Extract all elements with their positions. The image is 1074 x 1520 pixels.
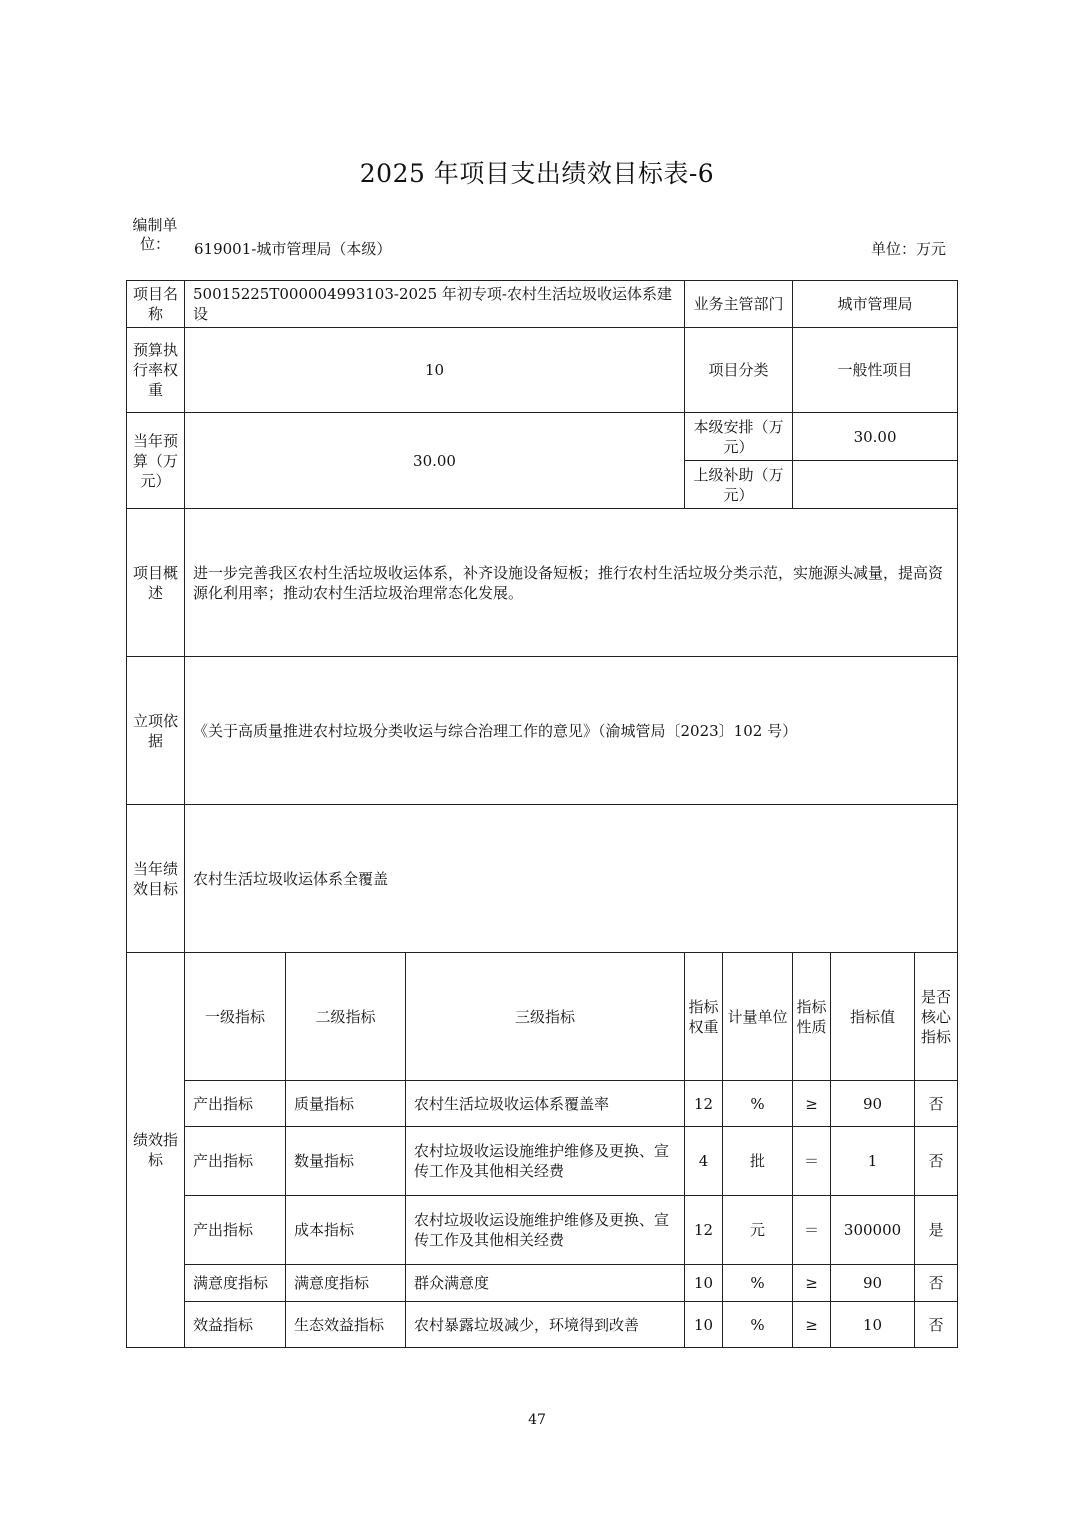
upper-value (793, 461, 958, 509)
header-level1: 一级指标 (185, 953, 286, 1081)
row-weight: 10 (685, 1265, 723, 1302)
table-row (127, 1196, 958, 1265)
row-value: 10 (831, 1302, 915, 1348)
row-level3: 农村垃圾收运设施维护维修及更换、宣传工作及其他相关经费 (406, 1127, 685, 1196)
table-row (127, 1127, 958, 1196)
local-label: 本级安排（万元） (685, 413, 793, 461)
row-level1: 产出指标 (185, 1081, 286, 1127)
header-weight: 指标权重 (685, 953, 723, 1081)
row-unit: % (723, 1081, 793, 1127)
project-name-value: 50015225T000004993103-2025 年初专项-农村生活垃圾收运体系建设 (185, 281, 685, 328)
row-core: 否 (915, 1081, 958, 1127)
row-nature: ≥ (793, 1265, 831, 1302)
goal-label: 当年绩效目标 (127, 805, 185, 953)
row-level2: 数量指标 (286, 1127, 406, 1196)
local-value: 30.00 (793, 413, 958, 461)
basis-value: 《关于高质量推进农村垃圾分类收运与综合治理工作的意见》（渝城管局〔2023〕102 号） (185, 657, 958, 805)
table-row (127, 1302, 958, 1348)
header-unit: 计量单位 (723, 953, 793, 1081)
page-number: 47 (528, 1412, 546, 1428)
exec-rate-value: 10 (185, 328, 685, 413)
row-value: 90 (831, 1265, 915, 1302)
row-level2: 质量指标 (286, 1081, 406, 1127)
row-level1: 满意度指标 (185, 1265, 286, 1302)
row-level3: 农村生活垃圾收运体系覆盖率 (406, 1081, 685, 1127)
row-value: 1 (831, 1127, 915, 1196)
overview-value: 进一步完善我区农村生活垃圾收运体系，补齐设施设备短板；推行农村生活垃圾分类示范，实施源头减量，提高资源化利用率；推动农村生活垃圾治理常态化发展。 (185, 509, 958, 657)
row-weight: 12 (685, 1081, 723, 1127)
row-level1: 产出指标 (185, 1196, 286, 1265)
row-level3: 农村垃圾收运设施维护维修及更换、宣传工作及其他相关经费 (406, 1196, 685, 1265)
budget-value: 30.00 (185, 413, 685, 509)
row-level1: 产出指标 (185, 1127, 286, 1196)
dept-label: 业务主管部门 (685, 281, 793, 328)
org-name: 619001-城市管理局（本级） (194, 240, 392, 258)
row-weight: 4 (685, 1127, 723, 1196)
project-name-label: 项目名称 (127, 281, 185, 328)
budget-label: 当年预算（万元） (127, 413, 185, 509)
category-value: 一般性项目 (793, 328, 958, 413)
overview-label: 项目概述 (127, 509, 185, 657)
row-weight: 10 (685, 1302, 723, 1348)
basis-label: 立项依据 (127, 657, 185, 805)
row-core: 否 (915, 1127, 958, 1196)
header-value: 指标值 (831, 953, 915, 1081)
header-level3: 三级指标 (406, 953, 685, 1081)
page-title: 2025 年项目支出绩效目标表-6 (359, 159, 715, 188)
row-level2: 成本指标 (286, 1196, 406, 1265)
unit-label: 单位：万元 (870, 240, 946, 258)
row-core: 否 (915, 1265, 958, 1302)
row-nature: ≥ (793, 1081, 831, 1127)
row-level1: 效益指标 (185, 1302, 286, 1348)
row-core: 否 (915, 1302, 958, 1348)
row-level2: 满意度指标 (286, 1265, 406, 1302)
row-weight: 12 (685, 1196, 723, 1265)
row-unit: 批 (723, 1127, 793, 1196)
row-level2: 生态效益指标 (286, 1302, 406, 1348)
row-unit: % (723, 1265, 793, 1302)
row-nature: ＝ (793, 1196, 831, 1265)
upper-label: 上级补助（万元） (685, 461, 793, 509)
header-nature: 指标性质 (793, 953, 831, 1081)
row-level3: 农村暴露垃圾减少，环境得到改善 (406, 1302, 685, 1348)
table-row (127, 1265, 958, 1302)
row-core: 是 (915, 1196, 958, 1265)
row-nature: ＝ (793, 1127, 831, 1196)
row-unit: 元 (723, 1196, 793, 1265)
indicators-label: 绩效指标 (127, 953, 185, 1348)
row-nature: ≥ (793, 1302, 831, 1348)
exec-rate-label: 预算执行率权重 (127, 328, 185, 413)
org-label: 编制单位： (132, 216, 178, 253)
row-value: 90 (831, 1081, 915, 1127)
table-row (127, 1081, 958, 1127)
category-label: 项目分类 (685, 328, 793, 413)
performance-target-table (126, 280, 958, 1348)
row-unit: % (723, 1302, 793, 1348)
header-level2: 二级指标 (286, 953, 406, 1081)
dept-value: 城市管理局 (793, 281, 958, 328)
header-core: 是否核心指标 (915, 953, 958, 1081)
row-value: 300000 (831, 1196, 915, 1265)
goal-value: 农村生活垃圾收运体系全覆盖 (185, 805, 958, 953)
row-level3: 群众满意度 (406, 1265, 685, 1302)
